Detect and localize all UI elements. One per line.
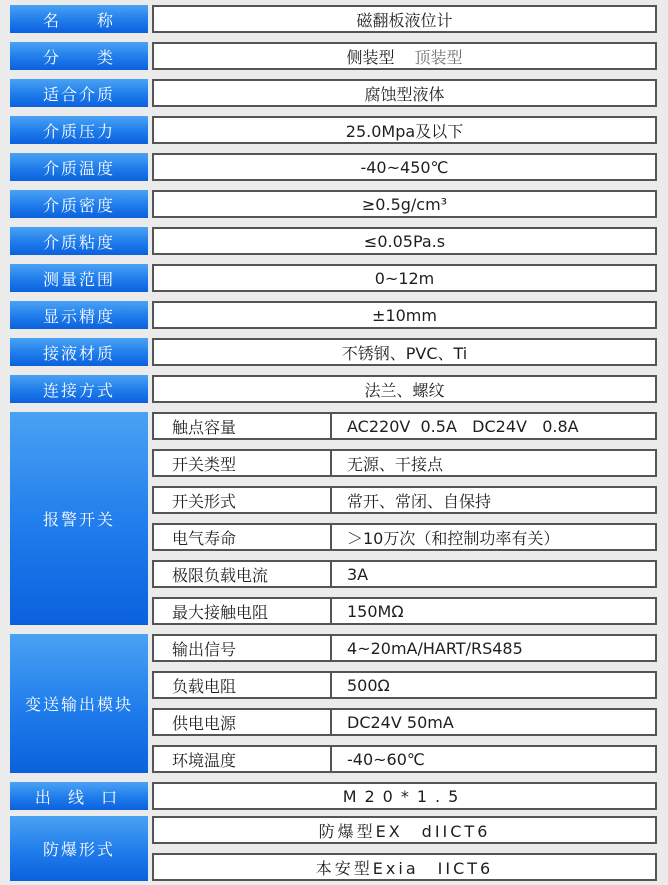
sub-row-label: 开关类型 <box>154 451 332 475</box>
table-row <box>152 745 657 773</box>
sub-row-value: DC24V 50mA <box>347 712 454 732</box>
row-value <box>152 264 657 292</box>
row-label: 测量范围 <box>10 264 148 292</box>
sub-row-label: 环境温度 <box>154 747 332 771</box>
table-row: 本安型Exia IICT6 <box>152 853 657 881</box>
table-row <box>10 116 657 144</box>
sub-row-value: -40~60℃ <box>347 749 425 769</box>
table-row <box>152 412 657 440</box>
row-value <box>152 116 657 144</box>
row-value <box>152 190 657 218</box>
explosion-proof-section <box>10 816 657 881</box>
table-row <box>10 42 657 70</box>
table-row <box>10 227 657 255</box>
sub-row-label: 开关形式 <box>154 488 332 512</box>
alarm-switch-section <box>10 412 657 625</box>
row-value <box>152 782 657 810</box>
row-label: 接液材质 <box>10 338 148 366</box>
row-label: 名 称 <box>10 5 148 33</box>
sub-row-value: 500Ω <box>347 675 390 695</box>
table-row <box>10 190 657 218</box>
table-row: 防爆型EX dIICT6 <box>152 816 657 844</box>
row-value-text: ≥0.5g/cm³ <box>361 194 448 214</box>
row-label: 介质粘度 <box>10 227 148 255</box>
row-label: 分 类 <box>10 42 148 70</box>
table-row <box>10 264 657 292</box>
row-value-text: 腐蚀型液体 <box>364 84 445 104</box>
sub-row-label: 电气寿命 <box>154 525 332 549</box>
row-label: 显示精度 <box>10 301 148 329</box>
section-rows <box>152 816 657 881</box>
sub-row-value: 150MΩ <box>347 601 404 621</box>
row-label: 连接方式 <box>10 375 148 403</box>
row-value-text: 法兰、螺纹 <box>364 380 445 400</box>
table-row <box>10 782 657 810</box>
table-row <box>152 523 657 551</box>
sub-row-label: 极限负载电流 <box>154 562 332 586</box>
row-value <box>152 42 657 70</box>
row-value-text: ±10mm <box>372 305 437 325</box>
section-rows <box>152 412 657 625</box>
section-rows <box>152 634 657 773</box>
row-label: 介质密度 <box>10 190 148 218</box>
table-row <box>152 486 657 514</box>
row-value-secondary-text: 顶装型 <box>414 47 463 67</box>
sub-row-value: 3A <box>347 564 369 584</box>
row-value-text: ≤0.05Pa.s <box>363 231 446 251</box>
table-row <box>152 634 657 662</box>
table-row <box>10 5 657 33</box>
sub-row-label: 输出信号 <box>154 636 332 660</box>
row-value <box>152 5 657 33</box>
row-value <box>152 227 657 255</box>
sub-row-value: 无源、干接点 <box>347 454 444 474</box>
table-row <box>10 301 657 329</box>
sub-row-label: 最大接触电阻 <box>154 599 332 623</box>
sub-row-label: 触点容量 <box>154 414 332 438</box>
section-label: 防爆形式 <box>10 816 148 881</box>
table-row <box>152 708 657 736</box>
table-row <box>10 338 657 366</box>
row-value-text: -40~450℃ <box>360 157 449 177</box>
table-row <box>152 671 657 699</box>
row-value <box>152 153 657 181</box>
row-value-text: 不锈钢、PVC、Ti <box>341 343 468 363</box>
table-row <box>152 449 657 477</box>
table-row <box>10 79 657 107</box>
row-value-text: 0~12m <box>374 268 435 288</box>
sub-row-value: 常开、常闭、自保持 <box>347 491 492 511</box>
sub-row-label: 负载电阻 <box>154 673 332 697</box>
transmitter-module-section <box>10 634 657 773</box>
table-row <box>10 153 657 181</box>
row-label: 介质压力 <box>10 116 148 144</box>
row-label: 适合介质 <box>10 79 148 107</box>
row-value-text: 25.0Mpa及以下 <box>345 121 464 141</box>
row-value-text: 侧装型 <box>346 47 395 67</box>
sub-row-label: 供电电源 <box>154 710 332 734</box>
sub-row-value: AC220V 0.5A DC24V 0.8A <box>347 416 579 436</box>
row-label: 出 线 口 <box>10 782 148 810</box>
sub-row-value: 4~20mA/HART/RS485 <box>347 638 523 658</box>
table-row <box>152 560 657 588</box>
table-row <box>10 375 657 403</box>
row-value <box>152 79 657 107</box>
row-value <box>152 375 657 403</box>
row-value-text: M20*1.5 <box>342 786 467 806</box>
sub-row-value: ＞10万次（和控制功率有关） <box>347 528 560 548</box>
row-value-text: 磁翻板液位计 <box>356 10 453 30</box>
row-value <box>152 338 657 366</box>
section-label: 报警开关 <box>10 412 148 625</box>
row-value <box>152 301 657 329</box>
row-label: 介质温度 <box>10 153 148 181</box>
section-label: 变送输出模块 <box>10 634 148 773</box>
table-row <box>152 597 657 625</box>
